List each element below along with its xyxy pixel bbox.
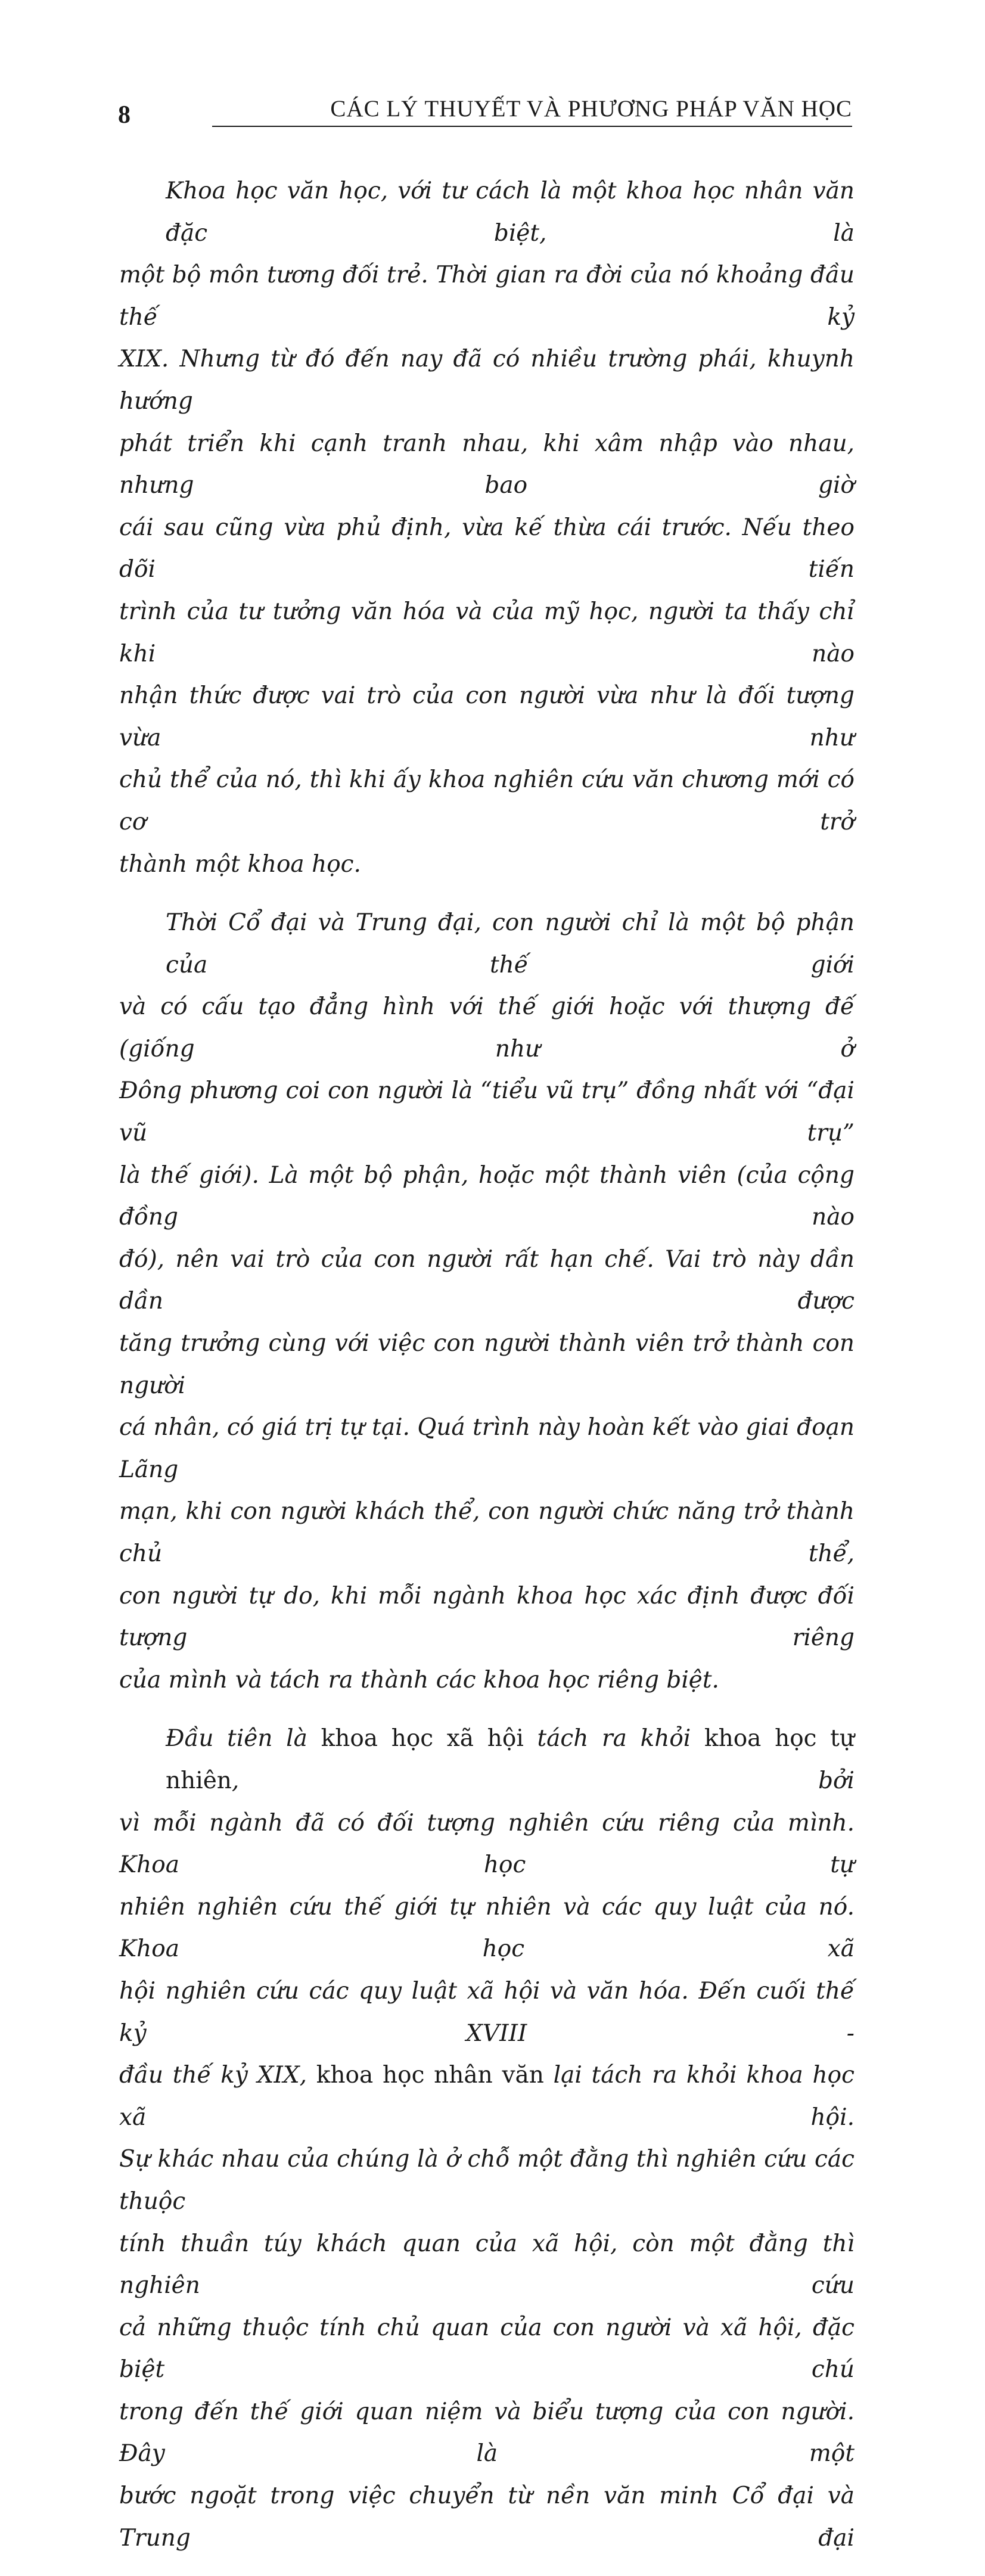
text-line: tính thuần túy khách quan của xã hội, còn một đằng thì nghiên cứu [119,2230,855,2300]
text-run: tách ra khỏi [523,1725,704,1752]
text-line: Thời Cổ đại và Trung đại, con người chỉ là một bộ phận của thế giới [166,909,855,978]
text-run: , bởi [231,1767,855,1794]
paragraph-1 [119,170,855,885]
paragraph-3 [119,1718,855,2559]
text-line: mạn, khi con người khách thể, con người chức năng trở thành chủ thể, [119,1498,855,1567]
term-natural-science: khoa học tự nhiên [166,1725,855,1794]
running-header [212,95,852,131]
running-title: CÁC LÝ THUYẾT VÀ PHƯƠNG PHÁP VĂN HỌC [330,96,852,122]
text-line: một bộ môn tương đối trẻ. Thời gian ra đời của nó khoảng đầu thế kỷ [119,262,855,331]
text-line: nhiên nghiên cứu thế giới tự nhiên và các quy luật của nó. Khoa học xã [119,1893,855,1963]
text-line: thành một khoa học. [119,850,361,878]
text-line: cái sau cũng vừa phủ định, vừa kế thừa cái trước. Nếu theo dõi tiến [119,514,855,583]
text-line: Khoa học văn học, với tư cách là một khoa học nhân văn đặc biệt, là [166,178,855,247]
text-line: bước ngoặt trong việc chuyển từ nền văn minh Cổ đại và Trung đại [119,2482,855,2552]
text-line: vì mỗi ngành đã có đối tượng nghiên cứu riêng của mình. Khoa học tự [119,1809,855,1879]
text-line [119,2055,855,2139]
text-line: và có cấu tạo đẳng hình với thế giới hoặc với thượng đế (giống như ở [119,993,855,1062]
text-line: hội nghiên cứu các quy luật xã hội và văn hóa. Đến cuối thế kỷ XVIII - [119,1977,855,2047]
text-line: của mình và tách ra thành các khoa học riêng biệt. [119,1666,719,1693]
text-line: phát triển khi cạnh tranh nhau, khi xâm nhập vào nhau, nhưng bao giờ [119,430,855,499]
text-line: cá nhân, có giá trị tự tại. Quá trình này hoàn kết vào giai đoạn Lãng [119,1414,855,1483]
term-social-science: khoa học xã hội [321,1725,524,1752]
text-line: nhận thức được vai trò của con người vừa như là đối tượng vừa như [119,682,855,751]
page-number: 8 [118,101,130,129]
text-line: trình của tư tưởng văn hóa và của mỹ học, người ta thấy chỉ khi nào [119,598,855,667]
text-line: con người tự do, khi mỗi ngành khoa học xác định được đối tượng riêng [119,1582,855,1652]
header-rule [212,126,852,127]
term-humanities: khoa học nhân văn [316,2062,544,2089]
text-run: Đầu tiên là [166,1725,321,1752]
text-line: cả những thuộc tính chủ quan của con người và xã hội, đặc biệt chú [119,2314,855,2384]
text-line: là thế giới). Là một bộ phận, hoặc một thành viên (của cộng đồng nào [119,1161,855,1231]
text-line: XIX. Nhưng từ đó đến nay đã có nhiều trường phái, khuynh hướng [119,346,855,415]
text-line: Sự khác nhau của chúng là ở chỗ một đằng thì nghiên cứu các thuộc [119,2146,855,2215]
text-run: đầu thế kỷ XIX, [119,2062,316,2089]
body-text [119,170,855,2576]
text-line: trong đến thế giới quan niệm và biểu tượng của con người. Đây là một [119,2398,855,2468]
paragraph-2 [119,902,855,1701]
text-line: Đông phương coi con người là “tiểu vũ trụ” đồng nhất với “đại vũ trụ” [119,1077,855,1147]
text-line [119,1718,855,1802]
text-line: chủ thể của nó, thì khi ấy khoa nghiên cứu văn chương mới có cơ trở [119,766,855,835]
text-run: lại tách ra khỏi khoa học xã hội. [119,2062,855,2131]
text-line: tăng trưởng cùng với việc con người thành viên trở thành con người [119,1330,855,1399]
text-line: đó), nên vai trò của con người rất hạn chế. Vai trò này dần dần được [119,1245,855,1315]
